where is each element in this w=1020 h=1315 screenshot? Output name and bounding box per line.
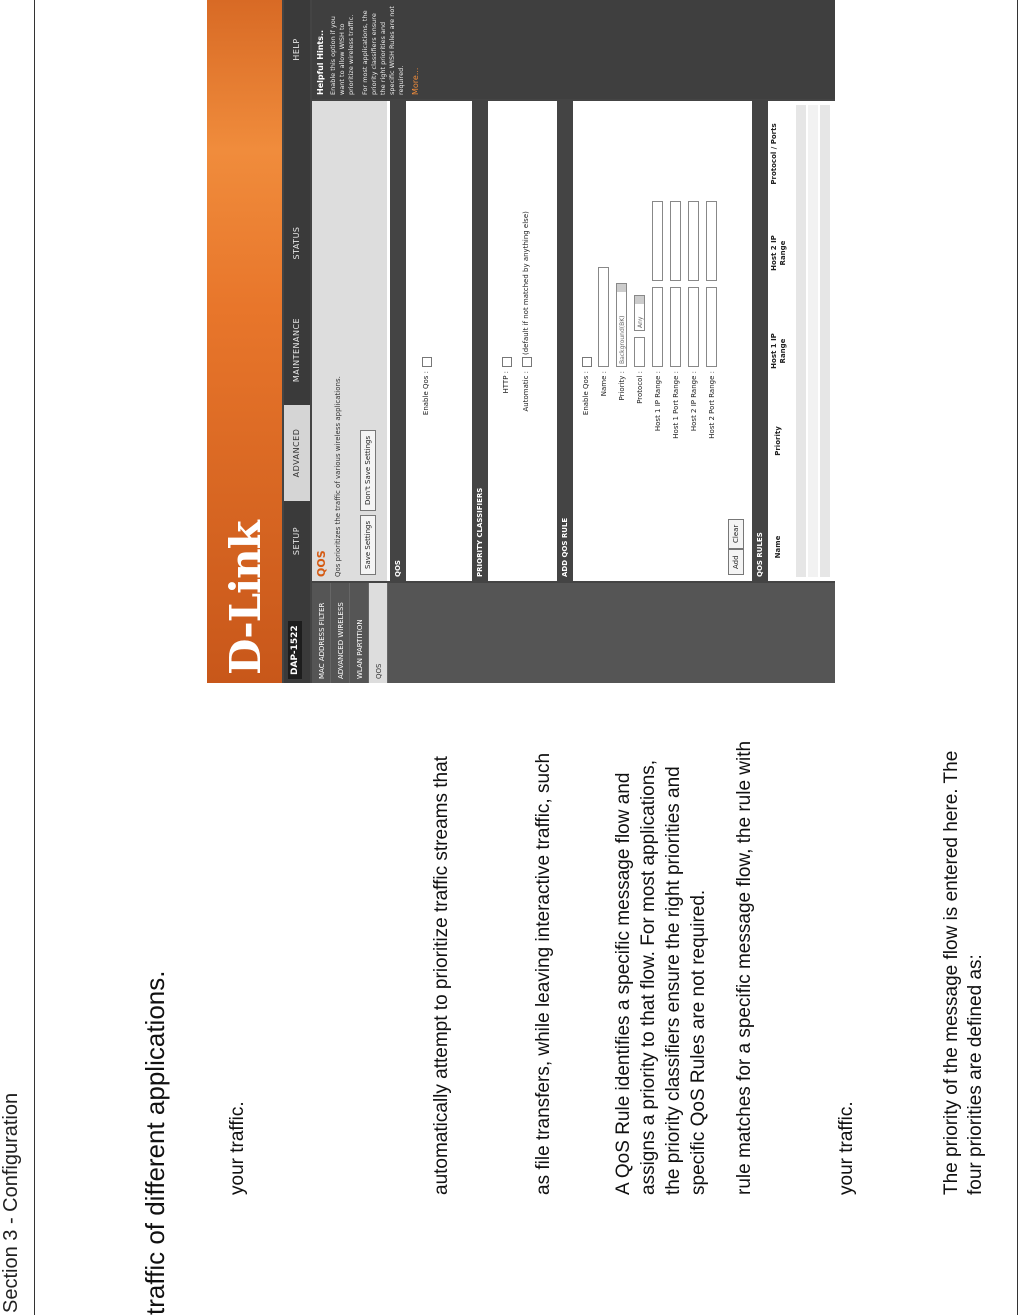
column-header-name: Name — [774, 535, 782, 559]
host2-port-end-input[interactable] — [706, 201, 717, 281]
sidebar — [312, 583, 835, 683]
dlink-logo: D-Link — [221, 521, 270, 675]
manual-text-line: as file transfers, while leaving interactive traffic, such — [533, 752, 554, 1195]
rule-name-label: Name : — [600, 371, 608, 397]
host2-port-start-input[interactable] — [706, 287, 717, 367]
tab-status[interactable]: STATUS — [292, 226, 301, 260]
protocol-selected-value: Any — [637, 316, 644, 328]
manual-text-line: your traffic. — [227, 1101, 248, 1195]
column-header-protocol-ports: Protocol / Ports — [770, 123, 778, 185]
sidebar-item-qos[interactable]: QOS — [369, 583, 388, 683]
qos-section-header: QOS — [390, 101, 406, 581]
table-row — [796, 105, 806, 577]
protocol-select[interactable] — [634, 295, 645, 331]
help-paragraph: Enable this option if you want to allow WISH to prioritize wireless traffic. — [329, 14, 355, 95]
host1-ip-label: Host 1 IP Range : — [654, 371, 662, 432]
column-header-host2-ip: Host 2 IP Range — [770, 235, 787, 271]
host1-port-label: Host 1 Port Range : — [672, 371, 680, 439]
host1-port-start-input[interactable] — [670, 287, 681, 367]
host2-port-label: Host 2 Port Range : — [708, 371, 716, 439]
enable-qos-checkbox[interactable] — [422, 357, 432, 367]
manual-text-line: rule matches for a specific message flow, the rule with — [734, 740, 755, 1195]
tab-help[interactable]: HELP — [292, 38, 301, 61]
host1-ip-end-input[interactable] — [652, 201, 663, 281]
model-label: DAP-1522 — [288, 621, 302, 679]
dont-save-settings-button[interactable]: Don't Save Settings — [360, 430, 376, 511]
tab-maintenance[interactable]: MAINTENANCE — [292, 317, 301, 383]
priority-selected-value: Background(BK) — [619, 315, 626, 364]
host2-ip-end-input[interactable] — [688, 201, 699, 281]
clear-rule-button[interactable]: Clear — [728, 519, 744, 549]
section-header: Section 3 - Configuration — [0, 1092, 22, 1313]
column-header-priority: Priority — [774, 426, 782, 456]
column-header-host1-ip: Host 1 IP Range — [770, 333, 787, 369]
manual-text-line: A QoS Rule identifies a specific message flow and — [613, 772, 634, 1195]
qos-intro — [312, 101, 387, 581]
priority-select[interactable] — [616, 283, 627, 367]
table-row — [820, 105, 830, 577]
host1-ip-start-input[interactable] — [652, 287, 663, 367]
rule-name-input[interactable] — [598, 267, 609, 367]
manual-title: traffic of different applications. — [140, 970, 170, 1315]
add-rule-button[interactable]: Add — [728, 549, 744, 575]
automatic-label: Automatic : — [522, 371, 530, 412]
tab-advanced[interactable]: ADVANCED — [284, 405, 310, 501]
automatic-checkbox[interactable] — [522, 357, 532, 367]
http-checkbox[interactable] — [502, 357, 512, 367]
manual-text-line: assigns a priority to that flow. For most applications, — [638, 759, 659, 1195]
brand-banner — [207, 0, 282, 683]
router-ui-screenshot — [207, 0, 835, 683]
chevron-down-icon — [635, 296, 644, 304]
page-edge-divider — [1017, 0, 1018, 1315]
save-settings-button[interactable]: Save Settings — [360, 515, 376, 575]
add-qos-rule-header: ADD QOS RULE — [557, 101, 573, 581]
host2-ip-label: Host 2 IP Range : — [690, 371, 698, 432]
help-panel — [312, 0, 835, 99]
automatic-note: (default if not matched by anything else) — [522, 211, 530, 355]
main-content — [312, 101, 835, 581]
chevron-down-icon — [617, 284, 626, 292]
page-description: Qos prioritizes the traffic of various wireless applications. — [334, 376, 342, 577]
rule-enable-label: Enable Qos : — [582, 371, 590, 416]
host1-port-end-input[interactable] — [670, 201, 681, 281]
page-title: QOS — [315, 550, 328, 577]
manual-text-line: four priorities are defined as: — [965, 954, 986, 1195]
rule-priority-label: Priority : — [618, 371, 626, 401]
rule-enable-checkbox[interactable] — [582, 357, 592, 367]
rule-protocol-label: Protocol : — [636, 371, 644, 404]
priority-classifiers-header: PRIORITY CLASSIFIERS — [472, 101, 488, 581]
header-divider — [34, 0, 35, 1315]
sidebar-item-wlan-partition[interactable]: WLAN PARTITION — [350, 583, 369, 683]
manual-text-line: specific QoS Rules are not required. — [688, 889, 709, 1195]
manual-text-line: The priority of the message flow is entered here. The — [941, 750, 962, 1195]
sidebar-item-mac-filter[interactable]: MAC ADDRESS FILTER — [312, 583, 331, 683]
help-more-link[interactable]: More... — [411, 67, 420, 95]
http-label: HTTP : — [502, 371, 510, 394]
tab-setup[interactable]: SETUP — [292, 526, 301, 556]
help-paragraph: For most applications, the priority classifiers ensure the right priorities and specific WISH Rules are not required. — [361, 6, 405, 95]
manual-text-line: your traffic. — [836, 1101, 857, 1195]
sidebar-item-advanced-wireless[interactable]: ADVANCED WIRELESS — [331, 583, 350, 683]
help-title: Helpful Hints.. — [316, 29, 325, 95]
qos-rules-header: QOS RULES — [752, 101, 768, 581]
host2-ip-start-input[interactable] — [688, 287, 699, 367]
manual-text-line: automatically attempt to prioritize traffic streams that — [431, 756, 452, 1195]
protocol-input[interactable] — [634, 337, 645, 367]
enable-qos-label: Enable Qos : — [422, 371, 430, 416]
top-navigation — [284, 0, 310, 683]
manual-text-line: the priority classifiers ensure the right priorities and — [663, 766, 684, 1195]
table-row — [808, 105, 818, 577]
